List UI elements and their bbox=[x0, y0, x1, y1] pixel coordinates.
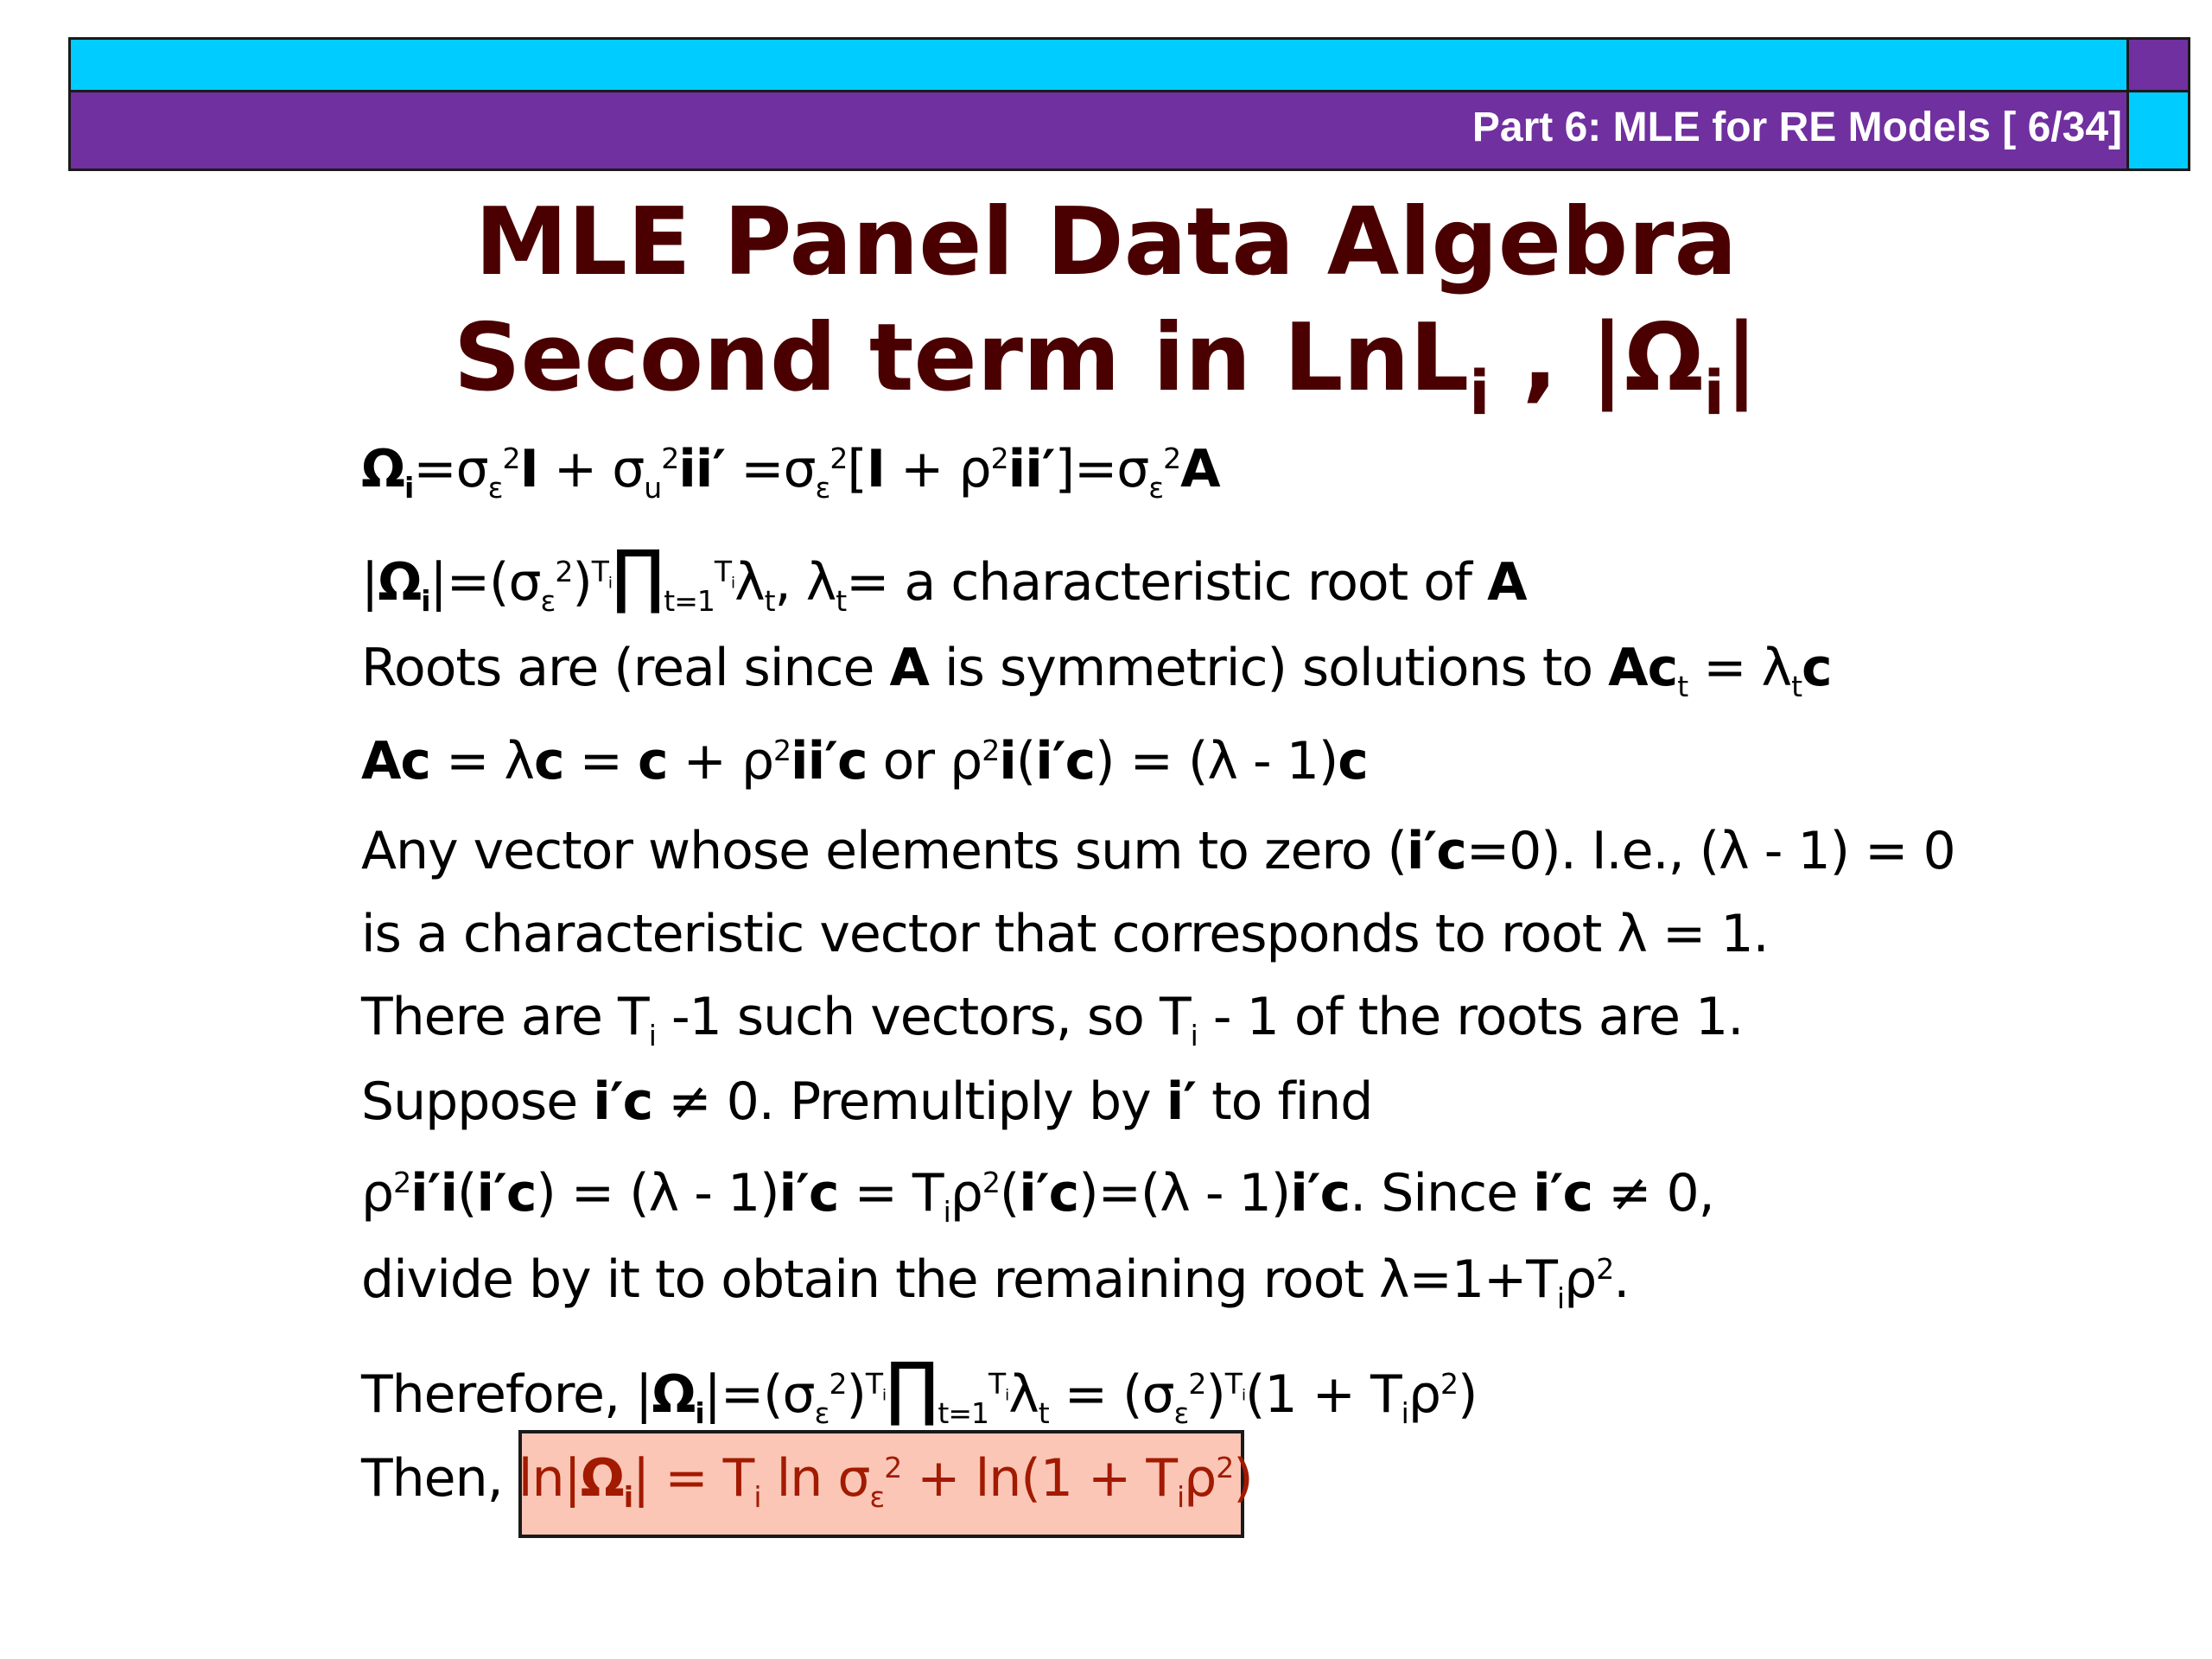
suppose-c: ≠ 0. Premultiply by bbox=[668, 1071, 1151, 1132]
suppose-d: i′ bbox=[1166, 1071, 1197, 1132]
title-line-2-main: Second term in LnL bbox=[453, 304, 1470, 412]
roots-count-statement: There are $T_i$ -1 such vectors, so $T_i - 1$ of the roots are 1. bbox=[361, 987, 1744, 1052]
characteristic-vector-statement: is a characteristic vector that corresponds to root λ = 1. bbox=[361, 904, 1769, 964]
title-line-2 bbox=[0, 304, 2212, 429]
suppose-e: to find bbox=[1211, 1071, 1373, 1132]
equation-omega-definition: $\Omega_i=\sigma_\varepsilon^2I + \sigma_u^2ii' =\sigma_\varepsilon^2[I + \rho^2ii']=\sigma_\varepsilon^2A$ bbox=[361, 439, 1220, 505]
header-cyan-square bbox=[2126, 90, 2190, 171]
roots-text-c: is symmetric) solutions to bbox=[944, 638, 1593, 698]
or-text: or bbox=[882, 731, 935, 791]
roots-statement: Roots are (real since A is symmetric) solutions to $Ac_t = \lambda_tc$ bbox=[361, 638, 1832, 703]
header-purple-square bbox=[2126, 37, 2190, 92]
vector-sum-tail: =0). I.e., (λ - 1) = 0 bbox=[1465, 821, 1955, 881]
characteristic-root-text: = a characteristic root of bbox=[846, 552, 1472, 613]
roots-matrix: A bbox=[889, 638, 929, 698]
equation-therefore: Therefore, $|\Omega_i|=(\sigma_\varepsilon^2)^{T_i}\prod_{t=1}^{T_i}\lambda_t = (\sigma_\varepsilon^2)^{T_i}(1 + T_i\rho^2)$ bbox=[361, 1348, 1478, 1430]
header-cyan-bar bbox=[68, 37, 2130, 92]
since-tail: ≠ 0, bbox=[1608, 1163, 1714, 1224]
vector-sum-zero-statement bbox=[361, 821, 1955, 881]
title-line-1: MLE Panel Data Algebra bbox=[474, 188, 1738, 296]
therefore-text: Therefore, bbox=[361, 1364, 620, 1425]
remaining-root-statement: divide by it to obtain the remaining root $\lambda=1+T_i\rho^2$. bbox=[361, 1249, 1630, 1315]
equation-determinant: $|\Omega_i|=(\sigma_\varepsilon^2)^{T_i}\prod_{t=1}^{T_i}\lambda_t$, $\lambda_t= a$ characteristic root of A bbox=[361, 536, 1527, 618]
remaining-root-text: divide by it to obtain the remaining root λ=1+T bbox=[361, 1249, 1557, 1310]
suppose-b: i′c bbox=[593, 1071, 653, 1132]
suppose-a: Suppose bbox=[361, 1071, 578, 1132]
suppose-statement bbox=[361, 1071, 1372, 1132]
vector-sum-bold: i′c bbox=[1406, 821, 1466, 881]
title-line-2-end: | bbox=[1724, 304, 1759, 412]
matrix-a-label: A bbox=[1487, 552, 1527, 613]
equation-premultiply: $\rho^2i'i(i'c) = (\lambda - 1)i'c = T_i\rho^2(i'c)=(\lambda - 1)i'c$. Since i′c ≠ 0, bbox=[361, 1163, 1714, 1229]
roots-count-b: -1 such vectors, so T bbox=[671, 987, 1191, 1047]
slide-label: Part 6: MLE for RE Models [ 6/34] bbox=[1471, 105, 2122, 150]
then-text: Then, bbox=[361, 1448, 503, 1509]
vector-sum-text: Any vector whose elements sum to zero ( bbox=[361, 821, 1407, 881]
roots-count-c: - 1 of the roots are 1. bbox=[1212, 987, 1744, 1047]
final-result-equation: $\ln|\Omega_i| = T_i$ $\ln \sigma_\varepsilon^2 + \ln(1 + T_i\rho^2)$ bbox=[518, 1448, 1253, 1514]
equation-eigen-expansion: $Ac = \lambda c = c + \rho^2ii'c$ or $\rho^2i(i'c) = (\lambda - 1)c$ bbox=[361, 731, 1368, 791]
roots-text-a: Roots are (real since bbox=[361, 638, 874, 698]
title-line-2-tail: , |Ω bbox=[1490, 304, 1704, 412]
title-line-2-sub: i bbox=[1469, 358, 1491, 429]
equation-then bbox=[361, 1448, 1253, 1514]
since-text: . Since bbox=[1350, 1163, 1517, 1224]
roots-count-a: There are T bbox=[361, 987, 649, 1047]
title-line-2-sub2: i bbox=[1703, 358, 1725, 429]
